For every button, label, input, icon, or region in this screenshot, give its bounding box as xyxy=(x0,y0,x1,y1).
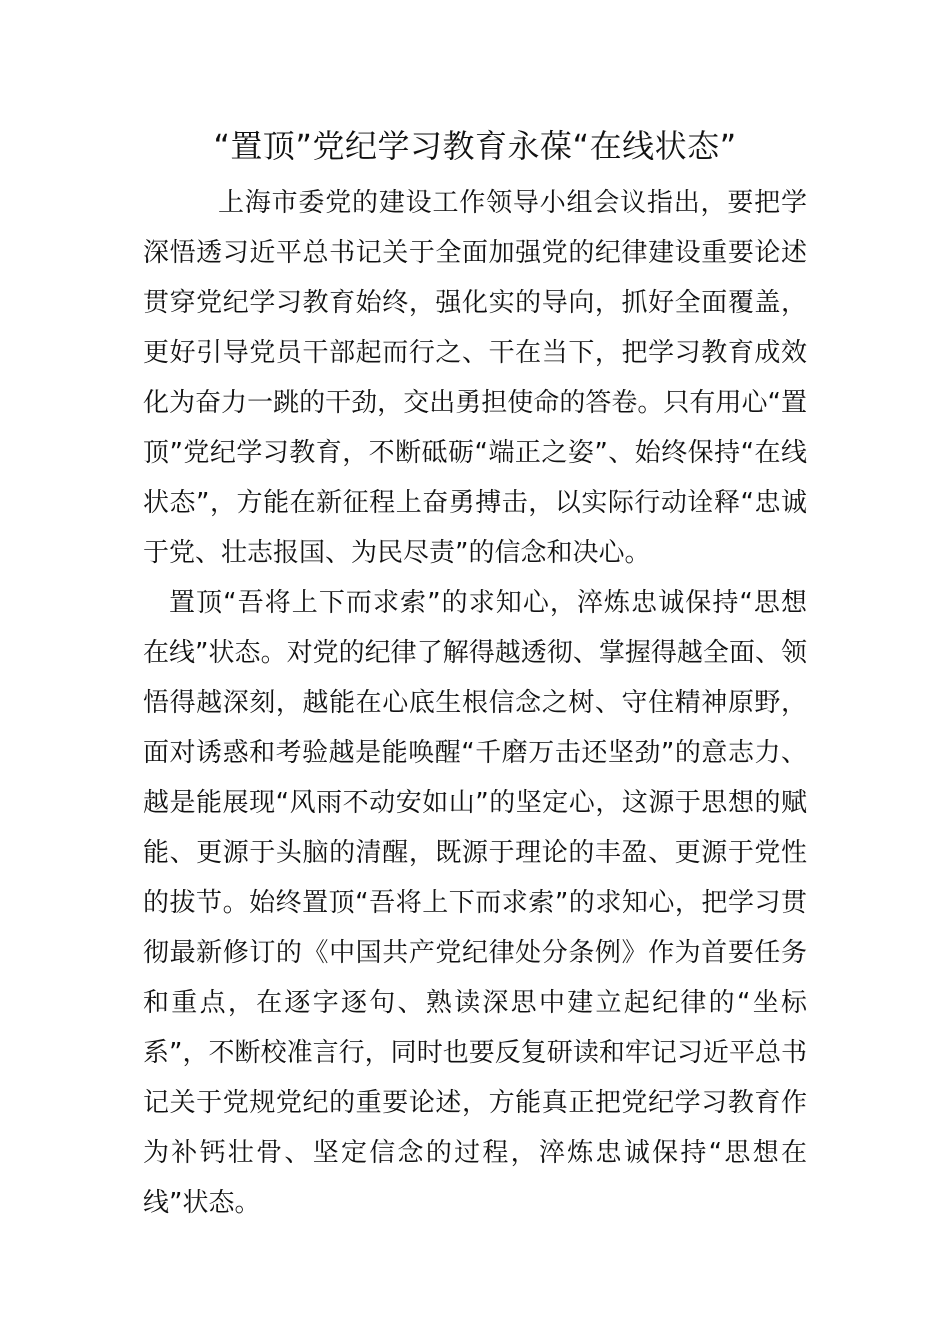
document-title: “置顶”党纪学习教育永葆“在线状态” xyxy=(213,127,737,165)
paragraph-intro: 上海市委党的建设工作领导小组会议指出，要把学深悟透习近平总书记关于全面加强党的纪律建设重要论述贯穿党纪学习教育始终，强化实的导向，抓好全面覆盖，更好引导党员干部起而行之、干在当下，把学习教育成效化为奋力一跳的干劲，交出勇担使命的答卷。只有用心“置顶”党纪学习教育，不断砥砺“端正之姿”、始终保持“在线状态”，方能在新征程上奋勇搏击，以实际行动诠释“忠诚于党、壮志报国、为民尽责”的信念和决心。 xyxy=(143,188,807,568)
document-body xyxy=(143,178,807,1228)
paragraph-thinking-online: 置顶“吾将上下而求索”的求知心，淬炼忠诚保持“思想在线”状态。对党的纪律了解得越透彻、掌握得越全面、领悟得越深刻，越能在心底生根信念之树、守住精神原野，面对诱惑和考验越是能唤醒“千磨万击还坚劲”的意志力、越是能展现“风雨不动安如山”的坚定心，这源于思想的赋能、更源于头脑的清醒，既源于理论的丰盈、更源于党性的拔节。始终置顶“吾将上下而求索”的求知心，把学习贯彻最新修订的《中国共产党纪律处分条例》作为首要任务和重点，在逐字逐句、熟读深思中建立起纪律的“坐标系”，不断校准言行，同时也要反复研读和牢记习近平总书记关于党规党纪的重要论述，方能真正把党纪学习教育作为补钙壮骨、坚定信念的过程，淬炼忠诚保持“思想在线”状态。 xyxy=(143,588,807,1218)
